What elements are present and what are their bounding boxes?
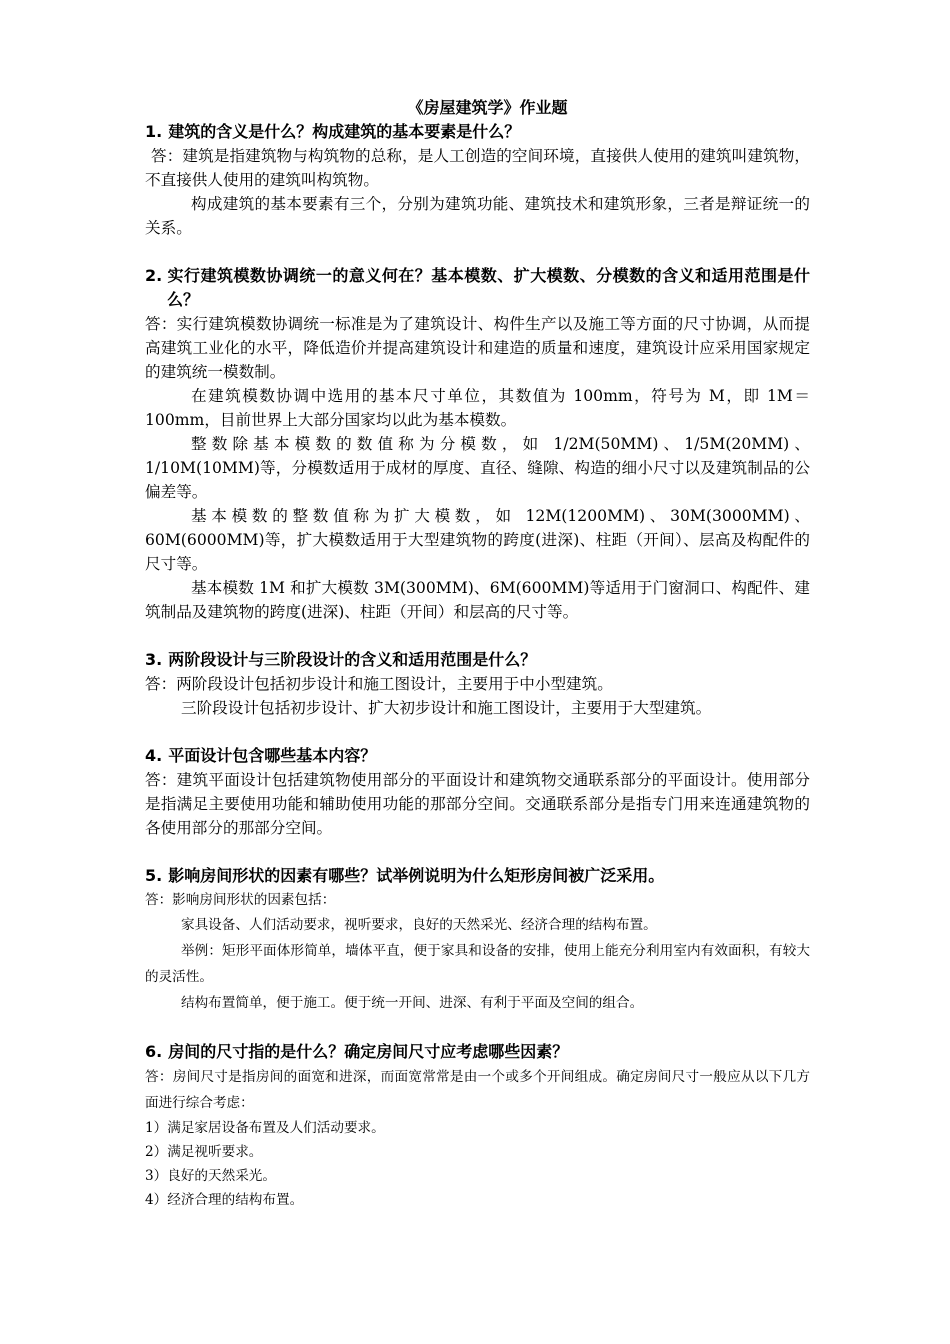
- list-item: 1）满足家居设备布置及人们活动要求。: [145, 1120, 385, 1136]
- answer-paragraph: 在建筑模数协调中选用的基本尺寸单位，其数值为 100mm，符号为 M，即 1M＝100mm，目前世界上大部分国家均以此为基本模数。: [145, 387, 810, 429]
- question-text: 建筑的含义是什么？构成建筑的基本要素是什么？: [168, 122, 521, 141]
- spacer: [145, 240, 810, 264]
- question-number: 1.: [145, 122, 163, 141]
- list-item: 2）满足视听要求。: [145, 1144, 263, 1160]
- question-title: [145, 120, 810, 144]
- question-text: 平面设计包含哪些基本内容？: [168, 746, 377, 765]
- answer-paragraph: 答：房间尺寸是指房间的面宽和进深，而面宽常常是由一个或多个开间组成。确定房间尺寸一般应从以下几方面进行综合考虑：: [145, 1069, 810, 1111]
- question-4: [145, 744, 810, 840]
- question-number: 3.: [145, 650, 163, 669]
- question-number: 5.: [145, 866, 163, 885]
- answer-paragraph: 答：影响房间形状的因素包括：: [145, 892, 336, 908]
- question-number: 6.: [145, 1042, 163, 1061]
- question-number: 4.: [145, 746, 163, 765]
- question-1: [145, 120, 810, 240]
- document-page: [145, 96, 810, 1212]
- answer-paragraph: 整数除基本模数的数值称为分模数，如 1/2M(50MM)、1/5M(20MM)、1/10M(10MM)等，分模数适用于成材的厚度、直径、缝隙、构造的细小尺寸以及建筑制品的公偏差等。: [145, 435, 810, 501]
- question-text: 两阶段设计与三阶段设计的含义和适用范围是什么？: [168, 650, 537, 669]
- spacer: [145, 1016, 810, 1040]
- question-text: 房间的尺寸指的是什么？确定房间尺寸应考虑哪些因素？: [168, 1042, 569, 1061]
- answer-paragraph: 家具设备、人们活动要求，视听要求，良好的天然采光、经济合理的结构布置。: [181, 917, 657, 933]
- question-title: [145, 1040, 810, 1064]
- answer-paragraph: 答：实行建筑模数协调统一标准是为了建筑设计、构件生产以及施工等方面的尺寸协调，从而提高建筑工业化的水平，降低造价并提高建筑设计和建造的质量和速度，建筑设计应采用国家规定的建筑统一模数制。: [145, 315, 810, 381]
- question-text: 影响房间形状的因素有哪些？试举例说明为什么矩形房间被广泛采用。: [168, 866, 665, 885]
- answer-paragraph: 基本模数的整数值称为扩大模数，如 12M(1200MM)、30M(3000MM)、60M(6000MM)等，扩大模数适用于大型建筑物的跨度(进深)、柱距（开间）、层高及构配件的尺寸等。: [145, 507, 810, 573]
- answer-paragraph: 构成建筑的基本要素有三个，分别为建筑功能、建筑技术和建筑形象，三者是辩证统一的关系。: [145, 195, 810, 237]
- answer-paragraph: 答：两阶段设计包括初步设计和施工图设计，主要用于中小型建筑。: [145, 675, 613, 693]
- spacer: [145, 840, 810, 864]
- answer-paragraph: 基本模数 1M 和扩大模数 3M(300MM)、6M(600MM)等适用于门窗洞口、构配件、建筑制品及建筑物的跨度(进深)、柱距（开间）和层高的尺寸等。: [145, 579, 810, 621]
- spacer: [145, 720, 810, 744]
- question-number: 2.: [145, 266, 163, 285]
- list-item: 3）良好的天然采光。: [145, 1168, 276, 1184]
- question-title: [145, 744, 810, 768]
- question-6: [145, 1040, 810, 1212]
- answer-paragraph: 三阶段设计包括初步设计、扩大初步设计和施工图设计，主要用于大型建筑。: [181, 699, 712, 717]
- spacer: [145, 624, 810, 648]
- answer-paragraph: 举例：矩形平面体形简单，墙体平直，便于家具和设备的安排，使用上能充分利用室内有效面积，有较大的灵活性。: [145, 943, 810, 985]
- document-title: 《房屋建筑学》作业题: [407, 98, 568, 117]
- question-title: [145, 864, 810, 888]
- question-2: [145, 264, 810, 624]
- list-item: 4）经济合理的结构布置。: [145, 1192, 304, 1208]
- answer-paragraph: 答：建筑平面设计包括建筑物使用部分的平面设计和建筑物交通联系部分的平面设计。使用部分是指满足主要使用功能和辅助使用功能的那部分空间。交通联系部分是指专门用来连通建筑物的各使用部分的那部分空间。: [145, 771, 810, 837]
- question-3: [145, 648, 810, 720]
- answer-paragraph: 答：建筑是指建筑物与构筑物的总称，是人工创造的空间环境，直接供人使用的建筑叫建筑物，不直接供人使用的建筑叫构筑物。: [145, 147, 810, 189]
- answer-paragraph: 结构布置简单，便于施工。便于统一开间、进深、有利于平面及空间的组合。: [181, 995, 644, 1011]
- question-title: [145, 264, 810, 312]
- question-5: [145, 864, 810, 1016]
- question-title: [145, 648, 810, 672]
- question-text: 实行建筑模数协调统一的意义何在？基本模数、扩大模数、分模数的含义和适用范围是什么？: [167, 266, 810, 309]
